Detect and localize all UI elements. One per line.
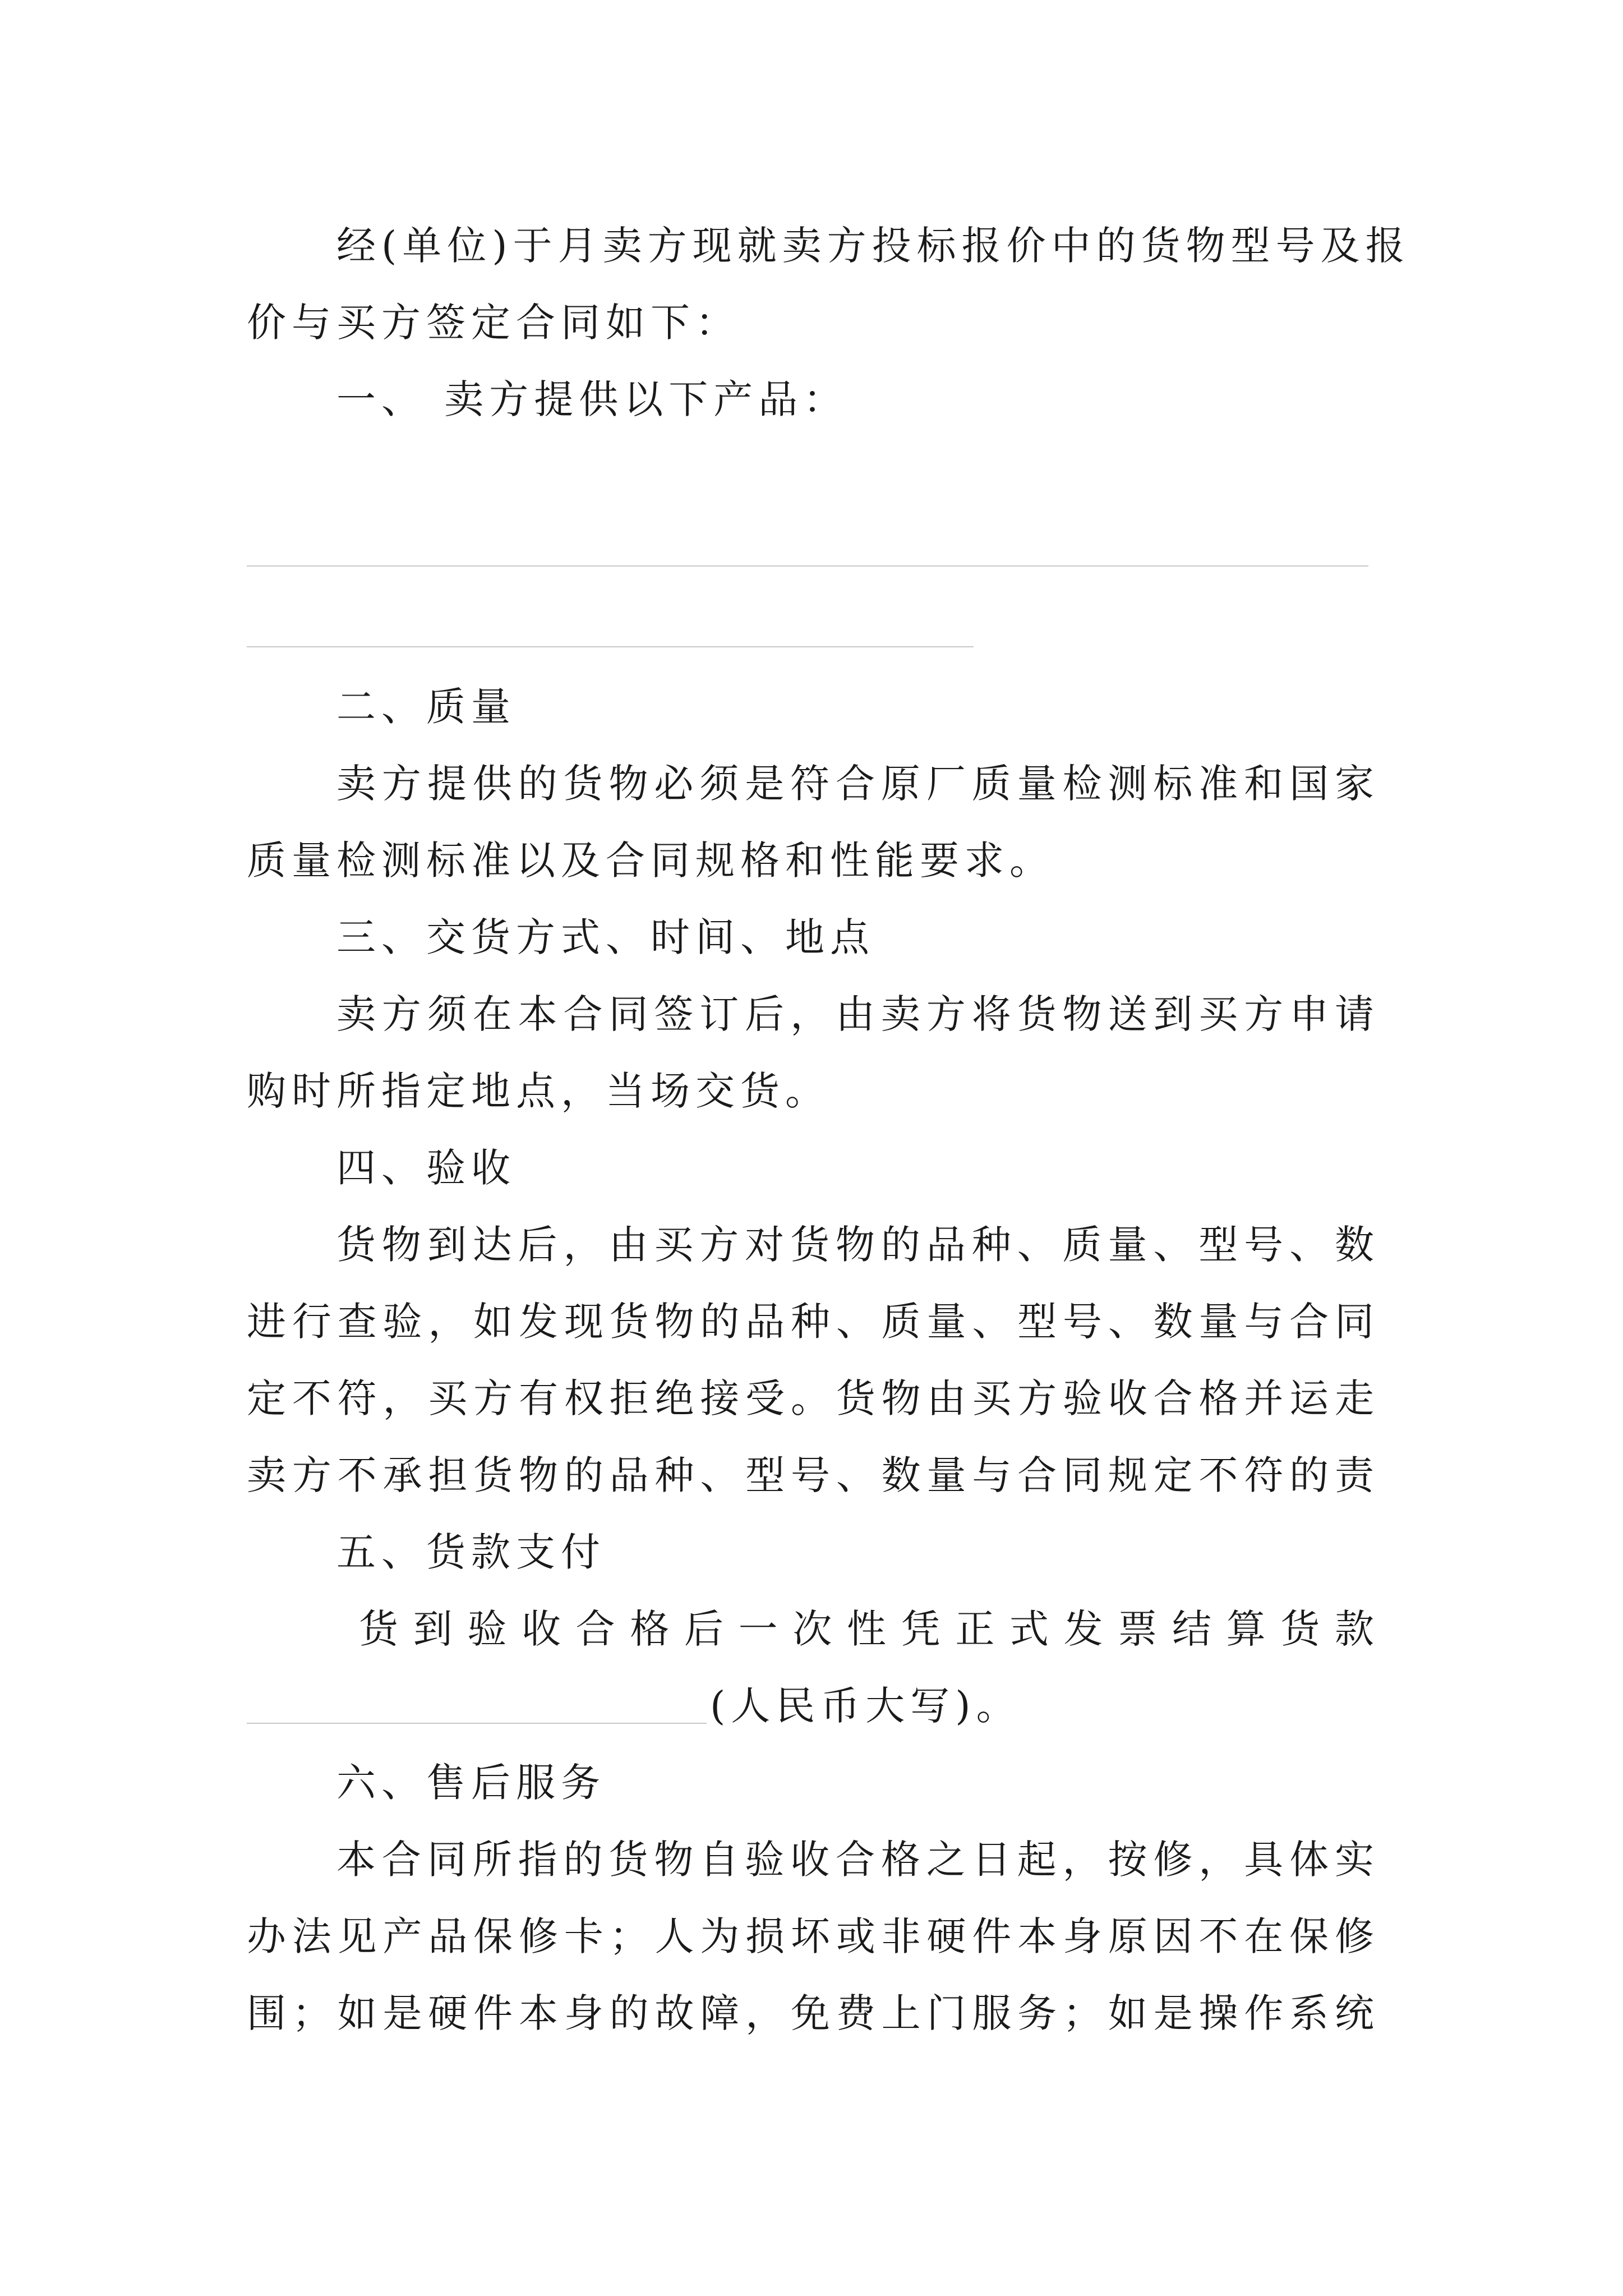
section-4-paragraph-line-2: 进行查验，如发现货物的品种、质量、型号、数量与合同 bbox=[247, 1299, 1380, 1345]
intro-line-2: 价与买方签定合同如下： bbox=[247, 300, 740, 346]
product-blank-line-2 bbox=[247, 646, 974, 647]
section-2-paragraph-line-1: 卖方提供的货物必须是符合原厂质量检测标准和国家 bbox=[336, 761, 1380, 807]
section-3-paragraph-line-1: 卖方须在本合同签订后，由卖方将货物送到买方申请 bbox=[336, 991, 1380, 1037]
section-6-paragraph-line-3: 围；如是硬件本身的故障，免费上门服务；如是操作系统 bbox=[247, 1990, 1380, 2036]
section-4-heading: 四、验收 bbox=[336, 1145, 516, 1191]
section-5-heading: 五、货款支付 bbox=[336, 1529, 606, 1575]
section-1-heading: 一、 卖方提供以下产品： bbox=[336, 376, 849, 422]
section-6-paragraph-line-1: 本合同所指的货物自验收合格之日起，按修，具体实 bbox=[336, 1837, 1380, 1883]
section-4-paragraph-line-3: 定不符，买方有权拒绝接受。货物由买方验收合格并运走 bbox=[247, 1375, 1380, 1421]
amount-blank-field bbox=[247, 1683, 707, 1724]
section-3-heading: 三、交货方式、时间、地点 bbox=[336, 914, 875, 960]
section-5-paragraph-line-2 bbox=[247, 1678, 1380, 1734]
section-3-paragraph-line-2: 购时所指定地点，当场交货。 bbox=[247, 1068, 830, 1114]
section-4-paragraph-line-4: 卖方不承担货物的品种、型号、数量与合同规定不符的责 bbox=[247, 1452, 1380, 1498]
intro-line-1: 经(单位)于月卖方现就卖方投标报价中的货物型号及报 bbox=[336, 223, 1410, 269]
product-blank-line-1 bbox=[247, 565, 1368, 567]
section-2-paragraph-line-2: 质量检测标准以及合同规格和性能要求。 bbox=[247, 838, 1054, 884]
amount-suffix: (人民币大写)。 bbox=[710, 1683, 1021, 1729]
section-5-paragraph-line-1: 货到验收合格后一次性凭正式发票结算货款 bbox=[359, 1606, 1380, 1652]
section-6-paragraph-line-2: 办法见产品保修卡；人为损坏或非硬件本身原因不在保修 bbox=[247, 1913, 1380, 1959]
section-4-paragraph-line-1: 货物到达后，由买方对货物的品种、质量、型号、数 bbox=[336, 1222, 1380, 1268]
section-6-heading: 六、售后服务 bbox=[336, 1760, 606, 1806]
section-2-heading: 二、质量 bbox=[336, 684, 516, 730]
